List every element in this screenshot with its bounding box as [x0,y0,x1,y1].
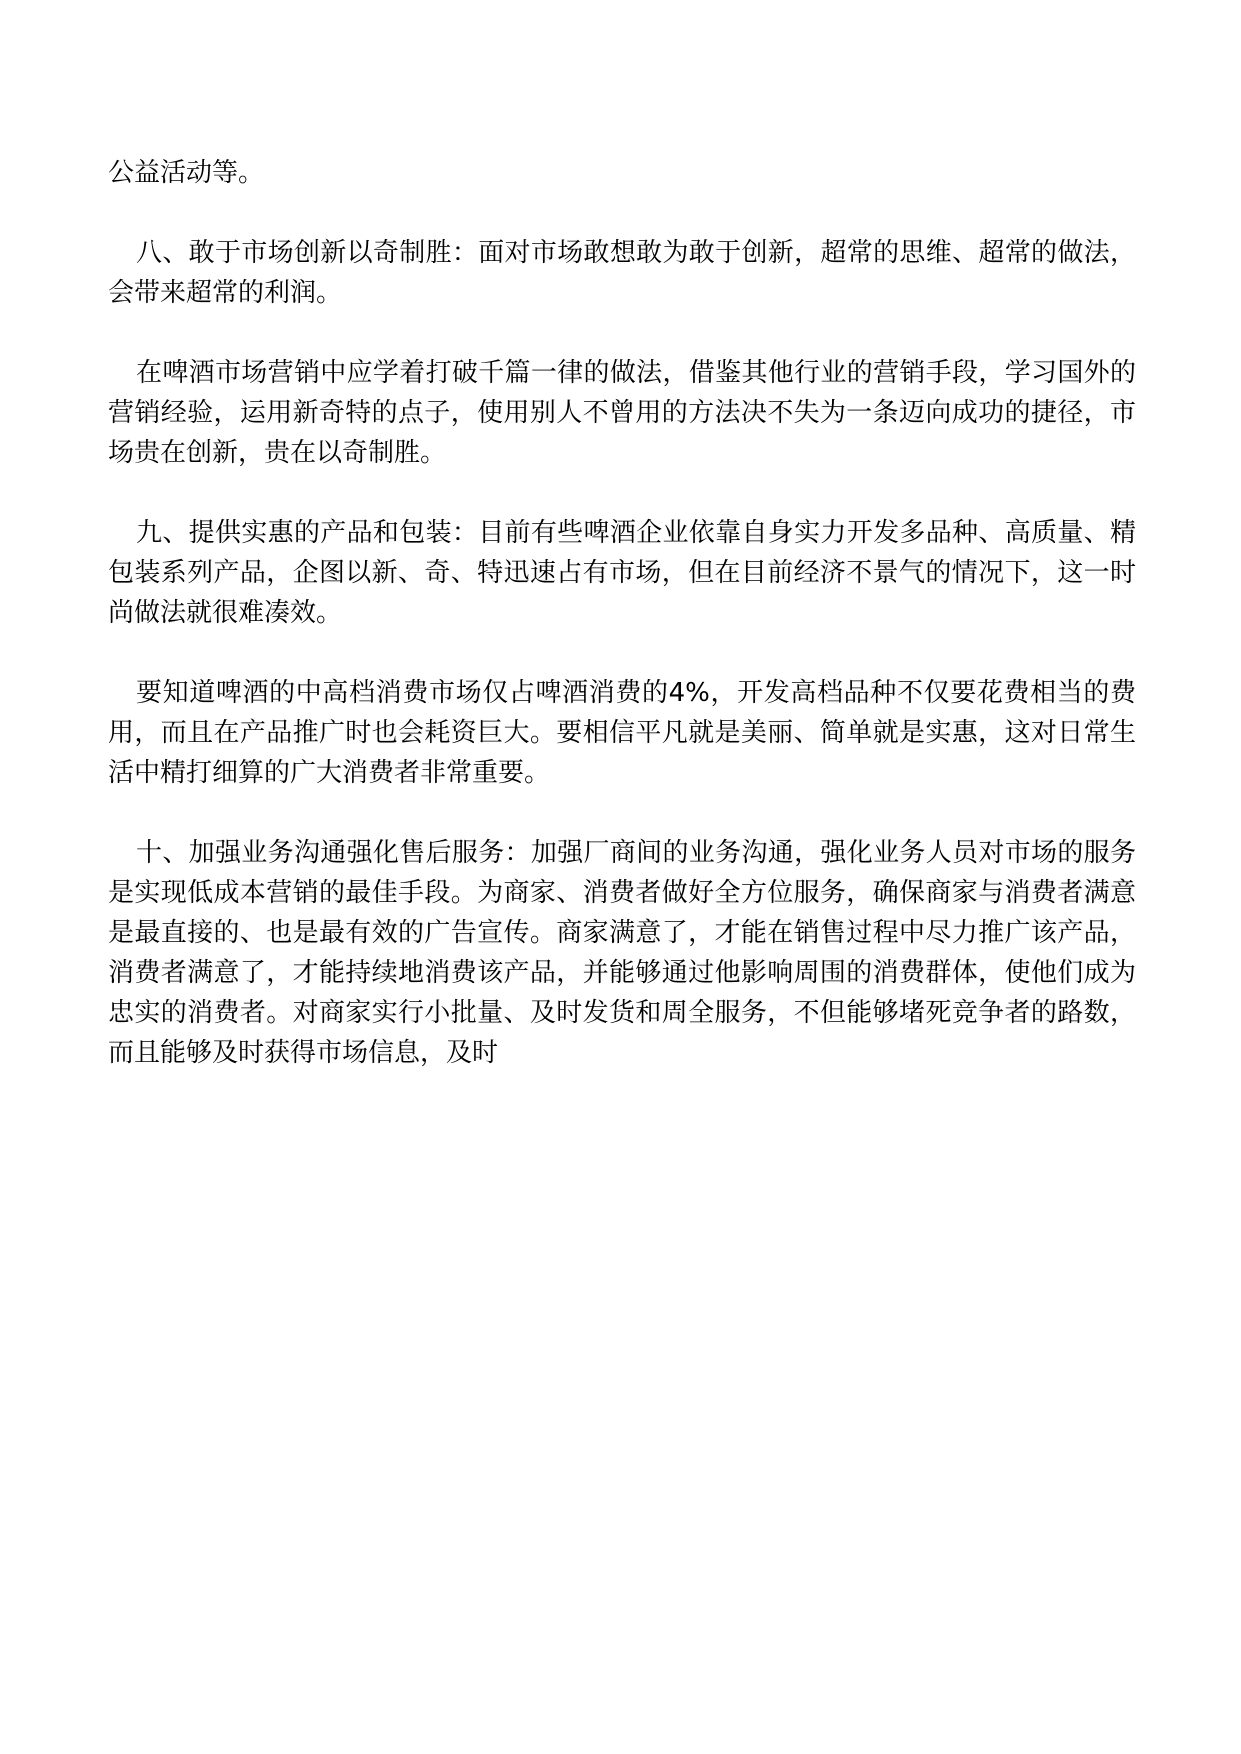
paragraph-section-nine: 九、提供实惠的产品和包装：目前有些啤酒企业依靠自身实力开发多品种、高质量、精包装系列产品，企图以新、奇、特迅速占有市场，但在目前经济不景气的情况下，这一时尚做法就很难凑效。 [108,518,1136,628]
paragraph-section-eight: 八、敢于市场创新以奇制胜：面对市场敢想敢为敢于创新，超常的思维、超常的做法，会带来超常的利润。 [108,238,1136,308]
document-body [108,153,1136,1073]
paragraph-innovation-detail: 在啤酒市场营销中应学着打破千篇一律的做法，借鉴其他行业的营销手段，学习国外的营销经验，运用新奇特的点子，使用别人不曾用的方法决不失为一条迈向成功的捷径，市场贵在创新，贵在以奇制胜。 [108,358,1136,468]
paragraph-section-ten: 十、加强业务沟通强化售后服务：加强厂商间的业务沟通，强化业务人员对市场的服务是实现低成本营销的最佳手段。为商家、消费者做好全方位服务，确保商家与消费者满意是最直接的、也是最有效的广告宣传。商家满意了，才能在销售过程中尽力推广该产品，消费者满意了，才能持续地消费该产品，并能够通过他影响周围的消费群体，使他们成为忠实的消费者。对商家实行小批量、及时发货和周全服务，不但能够堵死竞争者的路数，而且能够及时获得市场信息，及时 [108,838,1136,1068]
paragraph-high-end-market: 要知道啤酒的中高档消费市场仅占啤酒消费的4%，开发高档品种不仅要花费相当的费用，而且在产品推广时也会耗资巨大。要相信平凡就是美丽、简单就是实惠，这对日常生活中精打细算的广大消费者非常重要。 [108,678,1136,788]
paragraph-continuation: 公益活动等。 [108,158,265,188]
